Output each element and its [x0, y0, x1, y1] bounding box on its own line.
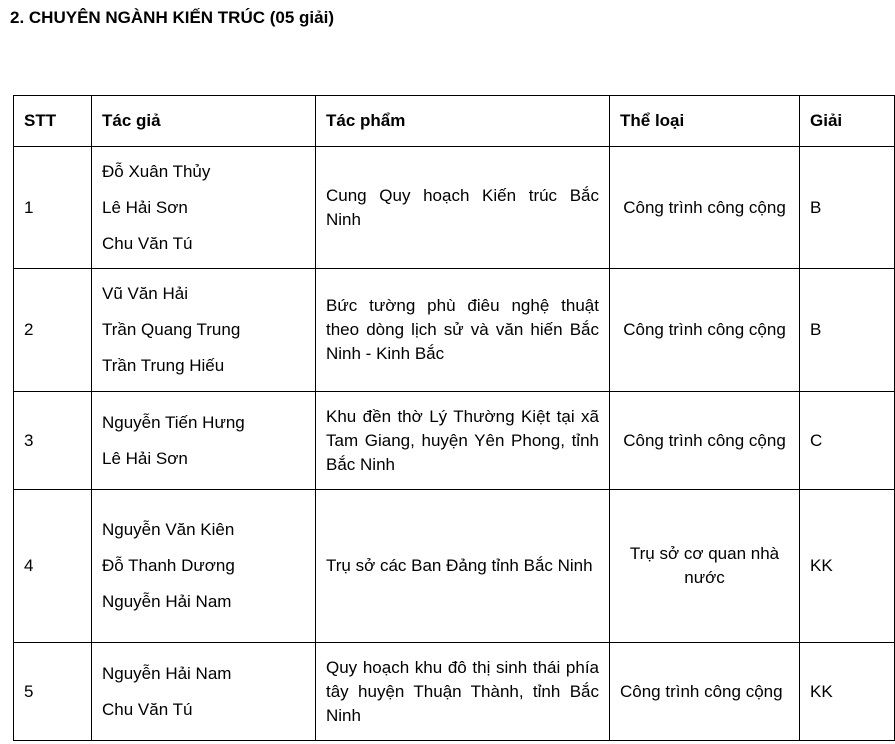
author-name: Vũ Văn Hải — [102, 284, 188, 303]
table-header-row — [14, 96, 895, 147]
table-row — [14, 490, 895, 643]
author-name: Lê Hải Sơn — [102, 197, 188, 217]
cell-work: Cung Quy hoạch Kiến trúc Bắc Ninh — [316, 147, 610, 269]
header-stt: STT — [14, 96, 92, 147]
cell-award: B — [800, 269, 895, 392]
cell-stt: 5 — [14, 643, 92, 741]
cell-authors — [92, 643, 316, 741]
cell-award: KK — [800, 490, 895, 643]
table-row — [14, 643, 895, 741]
author-name: Nguyễn Văn Kiên — [102, 520, 235, 539]
cell-work: Trụ sở các Ban Đảng tỉnh Bắc Ninh — [316, 490, 610, 643]
author-name: Nguyễn Hải Nam — [102, 663, 232, 683]
header-genre: Thể loại — [610, 96, 800, 147]
cell-authors — [92, 147, 316, 269]
header-author: Tác giả — [92, 96, 316, 147]
author-name: Nguyễn Hải Nam — [102, 592, 232, 611]
cell-genre: Công trình công cộng — [610, 147, 800, 269]
author-name: Nguyễn Tiến Hưng — [102, 412, 245, 432]
cell-genre: Trụ sở cơ quan nhà nước — [610, 490, 800, 643]
cell-award: B — [800, 147, 895, 269]
author-name: Đỗ Thanh Dương — [102, 556, 235, 575]
cell-stt: 2 — [14, 269, 92, 392]
cell-stt: 3 — [14, 392, 92, 490]
table-row — [14, 147, 895, 269]
cell-genre: Công trình công cộng — [610, 643, 800, 741]
table-row — [14, 392, 895, 490]
cell-genre: Công trình công cộng — [610, 269, 800, 392]
cell-authors — [92, 392, 316, 490]
author-name: Đỗ Xuân Thủy — [102, 161, 211, 181]
cell-work: Khu đền thờ Lý Thường Kiệt tại xã Tam Giang, huyện Yên Phong, tỉnh Bắc Ninh — [316, 392, 610, 490]
header-work: Tác phẩm — [316, 96, 610, 147]
cell-award: C — [800, 392, 895, 490]
table-row — [14, 269, 895, 392]
section-heading: 2. CHUYÊN NGÀNH KIẾN TRÚC (05 giải) — [10, 8, 334, 27]
author-name: Chu Văn Tú — [102, 699, 193, 719]
cell-work: Bức tường phù điêu nghệ thuật theo dòng lịch sử và văn hiến Bắc Ninh - Kinh Bắc — [316, 269, 610, 392]
cell-work: Quy hoạch khu đô thị sinh thái phía tây huyện Thuận Thành, tỉnh Bắc Ninh — [316, 643, 610, 741]
author-name: Chu Văn Tú — [102, 233, 193, 253]
cell-authors — [92, 269, 316, 392]
cell-award: KK — [800, 643, 895, 741]
cell-stt: 4 — [14, 490, 92, 643]
author-name: Trần Quang Trung — [102, 320, 241, 339]
cell-genre: Công trình công cộng — [610, 392, 800, 490]
author-name: Lê Hải Sơn — [102, 448, 188, 468]
header-award: Giải — [800, 96, 895, 147]
awards-table — [13, 95, 895, 741]
cell-stt: 1 — [14, 147, 92, 269]
author-name: Trần Trung Hiếu — [102, 356, 225, 375]
cell-authors — [92, 490, 316, 643]
